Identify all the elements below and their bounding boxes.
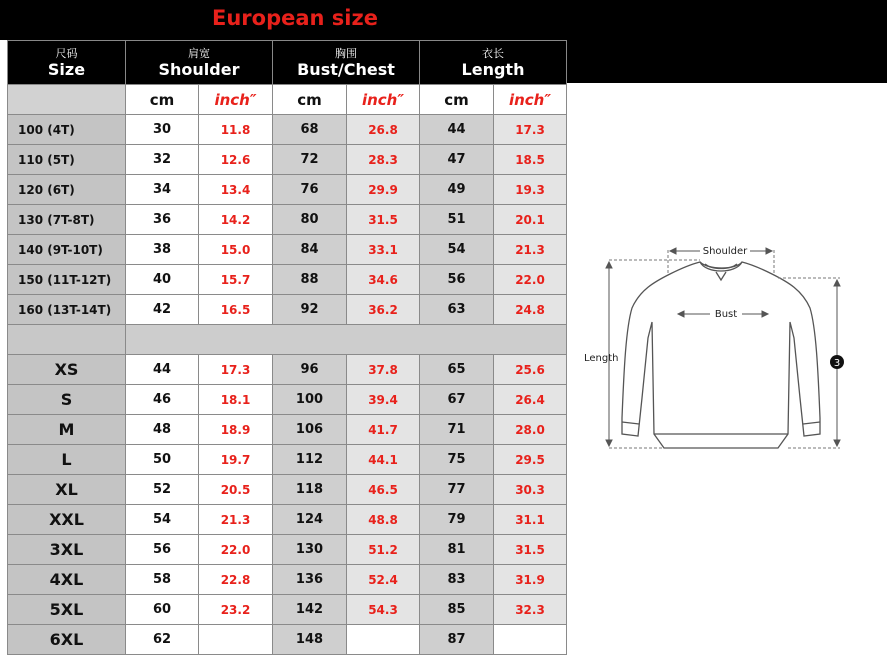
size-cell: M: [8, 415, 126, 445]
header-size: [8, 41, 126, 85]
header-bust-cn: 胸围: [335, 46, 357, 60]
inch-cell: 18.9: [199, 415, 273, 445]
cm-cell: 54: [420, 235, 494, 265]
cm-cell: 47: [420, 145, 494, 175]
cm-cell: 96: [273, 355, 347, 385]
unit-inch: inch″: [494, 85, 567, 115]
cm-cell: 51: [420, 205, 494, 235]
size-row: [8, 295, 567, 325]
cm-cell: 87: [420, 625, 494, 655]
cm-cell: 63: [420, 295, 494, 325]
size-row: [8, 235, 567, 265]
inch-cell: [199, 625, 273, 655]
cm-cell: 58: [126, 565, 199, 595]
cm-cell: 44: [126, 355, 199, 385]
inch-cell: 28.0: [494, 415, 567, 445]
inch-cell: 46.5: [347, 475, 420, 505]
inch-cell: 20.1: [494, 205, 567, 235]
cm-cell: 130: [273, 535, 347, 565]
spacer-left: [8, 325, 126, 355]
inch-cell: 18.5: [494, 145, 567, 175]
inch-cell: 52.4: [347, 565, 420, 595]
cm-cell: 65: [420, 355, 494, 385]
cm-cell: 83: [420, 565, 494, 595]
cm-cell: 80: [273, 205, 347, 235]
size-cell: 4XL: [8, 565, 126, 595]
header-shoulder-cn: 肩宽: [188, 46, 210, 60]
cm-cell: 81: [420, 535, 494, 565]
cm-cell: 56: [126, 535, 199, 565]
cm-cell: 46: [126, 385, 199, 415]
size-row: [8, 145, 567, 175]
cm-cell: 77: [420, 475, 494, 505]
cm-cell: 76: [273, 175, 347, 205]
size-cell: S: [8, 385, 126, 415]
spacer-row: [8, 325, 567, 355]
inch-cell: 17.3: [494, 115, 567, 145]
inch-cell: 31.5: [347, 205, 420, 235]
cm-cell: 36: [126, 205, 199, 235]
size-table: [7, 40, 567, 655]
size-row: [8, 265, 567, 295]
cm-cell: 40: [126, 265, 199, 295]
size-cell: 110 (5T): [8, 145, 126, 175]
bust-label: Bust: [714, 309, 738, 320]
units-blank: [8, 85, 126, 115]
inch-cell: 12.6: [199, 145, 273, 175]
inch-cell: 22.0: [494, 265, 567, 295]
header-length-cn: 衣长: [482, 46, 504, 60]
cm-cell: 124: [273, 505, 347, 535]
size-cell: L: [8, 445, 126, 475]
inch-cell: 28.3: [347, 145, 420, 175]
size-cell: XS: [8, 355, 126, 385]
unit-inch: inch″: [347, 85, 420, 115]
inch-cell: 11.8: [199, 115, 273, 145]
inch-cell: 44.1: [347, 445, 420, 475]
size-cell: 3XL: [8, 535, 126, 565]
size-cell: 130 (7T-8T): [8, 205, 126, 235]
cm-cell: 79: [420, 505, 494, 535]
header-right-fill: [567, 0, 887, 83]
size-row: [8, 475, 567, 505]
units-row: [8, 85, 567, 115]
cm-cell: 38: [126, 235, 199, 265]
cm-cell: 54: [126, 505, 199, 535]
cm-cell: 48: [126, 415, 199, 445]
inch-cell: 26.4: [494, 385, 567, 415]
cm-cell: 148: [273, 625, 347, 655]
cm-cell: 50: [126, 445, 199, 475]
cm-cell: 72: [273, 145, 347, 175]
inch-cell: 51.2: [347, 535, 420, 565]
inch-cell: 37.8: [347, 355, 420, 385]
inch-cell: 21.3: [494, 235, 567, 265]
inch-cell: 23.2: [199, 595, 273, 625]
unit-inch: inch″: [199, 85, 273, 115]
cm-cell: 112: [273, 445, 347, 475]
cm-cell: 136: [273, 565, 347, 595]
cm-cell: 71: [420, 415, 494, 445]
size-row: [8, 175, 567, 205]
shoulder-label: Shoulder: [702, 246, 748, 257]
cm-cell: 142: [273, 595, 347, 625]
size-row: [8, 565, 567, 595]
header-bust-en: Bust/Chest: [297, 59, 395, 79]
header-bust: [273, 41, 420, 85]
cm-cell: 42: [126, 295, 199, 325]
inch-cell: 14.2: [199, 205, 273, 235]
unit-cm: cm: [126, 85, 199, 115]
size-row: [8, 415, 567, 445]
inch-cell: 20.5: [199, 475, 273, 505]
cm-cell: 30: [126, 115, 199, 145]
inch-cell: 25.6: [494, 355, 567, 385]
inch-cell: 32.3: [494, 595, 567, 625]
inch-cell: 19.3: [494, 175, 567, 205]
sweater-diagram: [582, 238, 852, 468]
header-shoulder: [126, 41, 273, 85]
inch-cell: 31.9: [494, 565, 567, 595]
size-cell: 160 (13T-14T): [8, 295, 126, 325]
inch-cell: [494, 625, 567, 655]
cm-cell: 88: [273, 265, 347, 295]
cm-cell: 67: [420, 385, 494, 415]
cm-cell: 84: [273, 235, 347, 265]
cm-cell: 85: [420, 595, 494, 625]
inch-cell: 26.8: [347, 115, 420, 145]
unit-cm: cm: [420, 85, 494, 115]
size-row: [8, 355, 567, 385]
inch-cell: 16.5: [199, 295, 273, 325]
inch-cell: 17.3: [199, 355, 273, 385]
inch-cell: 30.3: [494, 475, 567, 505]
header-size-en: Size: [47, 59, 86, 79]
cm-cell: 52: [126, 475, 199, 505]
inch-cell: 13.4: [199, 175, 273, 205]
inch-cell: 31.5: [494, 535, 567, 565]
inch-cell: 15.7: [199, 265, 273, 295]
size-row: [8, 625, 567, 655]
length-label: Length: [584, 353, 619, 364]
size-row: [8, 205, 567, 235]
cm-cell: 56: [420, 265, 494, 295]
inch-cell: 41.7: [347, 415, 420, 445]
cm-cell: 32: [126, 145, 199, 175]
header-length: [420, 41, 567, 85]
inch-cell: 18.1: [199, 385, 273, 415]
size-cell: 140 (9T-10T): [8, 235, 126, 265]
size-cell: XXL: [8, 505, 126, 535]
size-cell: 6XL: [8, 625, 126, 655]
size-cell: 5XL: [8, 595, 126, 625]
inch-cell: 29.9: [347, 175, 420, 205]
header-length-en: Length: [461, 59, 525, 79]
size-cell: XL: [8, 475, 126, 505]
size-row: [8, 385, 567, 415]
cm-cell: 118: [273, 475, 347, 505]
inch-cell: 39.4: [347, 385, 420, 415]
inch-cell: 48.8: [347, 505, 420, 535]
size-cell: 150 (11T-12T): [8, 265, 126, 295]
cm-cell: 44: [420, 115, 494, 145]
cm-cell: 92: [273, 295, 347, 325]
cm-cell: 106: [273, 415, 347, 445]
inch-cell: 24.8: [494, 295, 567, 325]
inch-cell: 22.0: [199, 535, 273, 565]
inch-cell: 22.8: [199, 565, 273, 595]
page-title: European size: [212, 6, 378, 30]
size-row: [8, 595, 567, 625]
header-row: [8, 41, 567, 85]
cm-cell: 75: [420, 445, 494, 475]
size-row: [8, 535, 567, 565]
cm-cell: 60: [126, 595, 199, 625]
inch-cell: 21.3: [199, 505, 273, 535]
cm-cell: 62: [126, 625, 199, 655]
cm-cell: 34: [126, 175, 199, 205]
header-size-cn: 尺码: [55, 46, 78, 60]
inch-cell: 33.1: [347, 235, 420, 265]
inch-cell: 15.0: [199, 235, 273, 265]
cm-cell: 100: [273, 385, 347, 415]
cm-cell: 49: [420, 175, 494, 205]
size-row: [8, 505, 567, 535]
inch-cell: 19.7: [199, 445, 273, 475]
inch-cell: 54.3: [347, 595, 420, 625]
header-shoulder-en: Shoulder: [158, 59, 240, 79]
unit-cm: cm: [273, 85, 347, 115]
size-cell: 100 (4T): [8, 115, 126, 145]
size-row: [8, 115, 567, 145]
inch-cell: 36.2: [347, 295, 420, 325]
inch-cell: [347, 625, 420, 655]
inch-cell: 31.1: [494, 505, 567, 535]
inch-cell: 34.6: [347, 265, 420, 295]
length-marker-text: 3: [833, 358, 841, 369]
inch-cell: 29.5: [494, 445, 567, 475]
size-row: [8, 445, 567, 475]
size-cell: 120 (6T): [8, 175, 126, 205]
cm-cell: 68: [273, 115, 347, 145]
spacer-right: [126, 325, 567, 355]
